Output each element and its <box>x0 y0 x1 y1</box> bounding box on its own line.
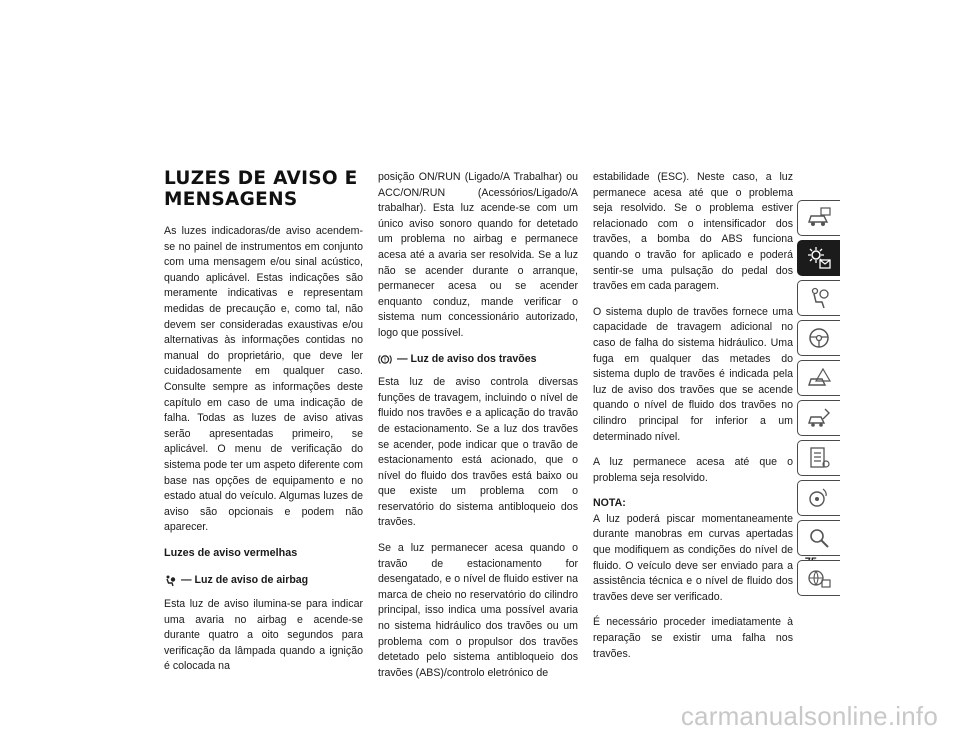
tab-multimedia[interactable] <box>797 480 840 516</box>
tab-specs-list[interactable] <box>797 440 840 476</box>
column-2 <box>378 170 578 691</box>
watermark: carmanualsonline.info <box>680 701 938 731</box>
warning-lights-icon <box>806 245 832 271</box>
tab-airbag-seat[interactable] <box>797 280 840 316</box>
car-info-icon <box>806 205 832 231</box>
tab-hazard-car[interactable] <box>797 360 840 396</box>
note-text: A luz poderá piscar momentaneamente durante manobras em curvas apertadas que modifiquem as condições do nível de fluido. O veículo deve ser enviado para a assistência técnica e o nível de fluido dos travões deve ser verificado. <box>593 512 793 603</box>
note-label: NOTA: <box>593 497 626 510</box>
tab-languages[interactable] <box>797 560 840 596</box>
repair-paragraph: É necessário proceder imediatamente à reparação se existir uma falha nos travões. <box>593 616 793 660</box>
service-car-icon <box>806 405 832 431</box>
tab-service-car[interactable] <box>797 400 840 436</box>
brake-paragraph-4: O sistema duplo de travões fornece uma capacidade de travagem adicional no caso de falha do sistema hidráulico. Uma fuga em qualquer das metades do sistema duplo de travões é indicada pela luz de aviso dos travões que se acende quando o nível de fluido dos travões no cilindro principal for inferior a um determinado nível. <box>593 305 793 443</box>
column-3 <box>593 170 793 672</box>
specs-list-icon <box>806 445 832 471</box>
red-warning-lights-subhead: Luzes de aviso vermelhas <box>164 546 298 559</box>
brake-paragraph-2: Se a luz permanecer acesa quando o travão de estacionamento for desengatado, e o nível de fluido estiver na marca de cheio no reservatório do cilindro principal, isso indica uma possível avaria no sistema hidráulico dos travões ou um problema com o propulsor dos travões detetado pelo sistema antibloqueio dos travões (ABS)/controlo eletrónico de <box>378 542 578 679</box>
airbag-continuation: posição ON/RUN (Ligado/A Trabalhar) ou ACC/ON/RUN (Acessórios/Ligado/A trabalhar). Esta luz acende-se com um único aviso sonoro quando for detetado um problema no airbag e permanece acesa até a avaria ser resolvida. Se a luz não se acender durante o arranque, permanecer acesa ou se acender enquanto conduz, mande verificar o sistema num concessionário autorizado, logo que possível. <box>378 171 578 339</box>
airbag-icon <box>164 575 176 587</box>
intro-paragraph: As luzes indicadoras/de aviso acendem-se no painel de instrumentos em conjunto com uma mensagem e/ou sinal acústico, quando aplicável. Estas indicações são meramente indicativas e representam medidas de precaução e, como tal, não devem ser consideradas exaustivas e/ou alternativas às informações contidas no manual do proprietário, que deve ler cuidadosamente em qualquer caso. Consulte sempre as informações deste capítulo em caso de uma indicação de falha. Todas as luzes de aviso ativas serão apresentadas primeiro, se aplicável. O menu de verificação do sistema pode ter um aspeto diferente com base nas opções de equipamento e no estado atual do veículo. Algumas luzes de aviso são opcionais e podem não aparecer. <box>164 225 363 534</box>
section-title: LUZES DE AVISO E MENSAGENS <box>164 168 358 210</box>
hazard-car-icon <box>806 365 832 391</box>
brake-heading-text: — Luz de aviso dos travões <box>397 352 537 365</box>
airbag-heading <box>164 573 363 589</box>
search-index-icon <box>806 525 832 551</box>
brake-warning-icon <box>378 354 392 365</box>
brake-paragraph-3: estabilidade (ESC). Neste caso, a luz permanece acesa até que o problema seja resolvido. Se o problema estiver relacionado com o intensificador dos travões, a bomba do ABS funciona quando o travão for aplicado e poderá sentir-se uma pulsação do pedal dos travões em cada paragem. <box>593 171 793 293</box>
brake-paragraph-5: A luz permanece acesa até que o problema seja resolvido. <box>593 456 793 484</box>
brake-heading <box>378 352 578 368</box>
languages-icon <box>806 565 832 591</box>
multimedia-icon <box>806 485 832 511</box>
airbag-heading-text: — Luz de aviso de airbag <box>181 574 309 587</box>
airbag-seat-icon <box>806 285 832 311</box>
tab-steering-wheel[interactable] <box>797 320 840 356</box>
airbag-paragraph: Esta luz de aviso ilumina-se para indicar uma avaria no airbag e acende-se durante quatro a oito segundos para verificação da lâmpada quando a ignição é colocada na <box>164 598 363 673</box>
tab-search-index[interactable] <box>797 520 840 556</box>
brake-paragraph-1: Esta luz de aviso controla diversas funções de travagem, incluindo o nível de fluido nos travões e a aplicação do travão de estacionamento. Se a luz dos travões se acender, pode indicar que o travão de estacionamento está acionado, que o nível do fluido dos travões está baixo ou que existe um problema com o reservatório do sistema antibloqueio dos travões. <box>378 376 578 529</box>
tab-car-info[interactable] <box>797 200 840 236</box>
svg-text:!: ! <box>383 357 387 364</box>
column-1 <box>164 168 363 685</box>
tab-warning-lights[interactable] <box>797 240 840 276</box>
steering-wheel-icon <box>806 325 832 351</box>
